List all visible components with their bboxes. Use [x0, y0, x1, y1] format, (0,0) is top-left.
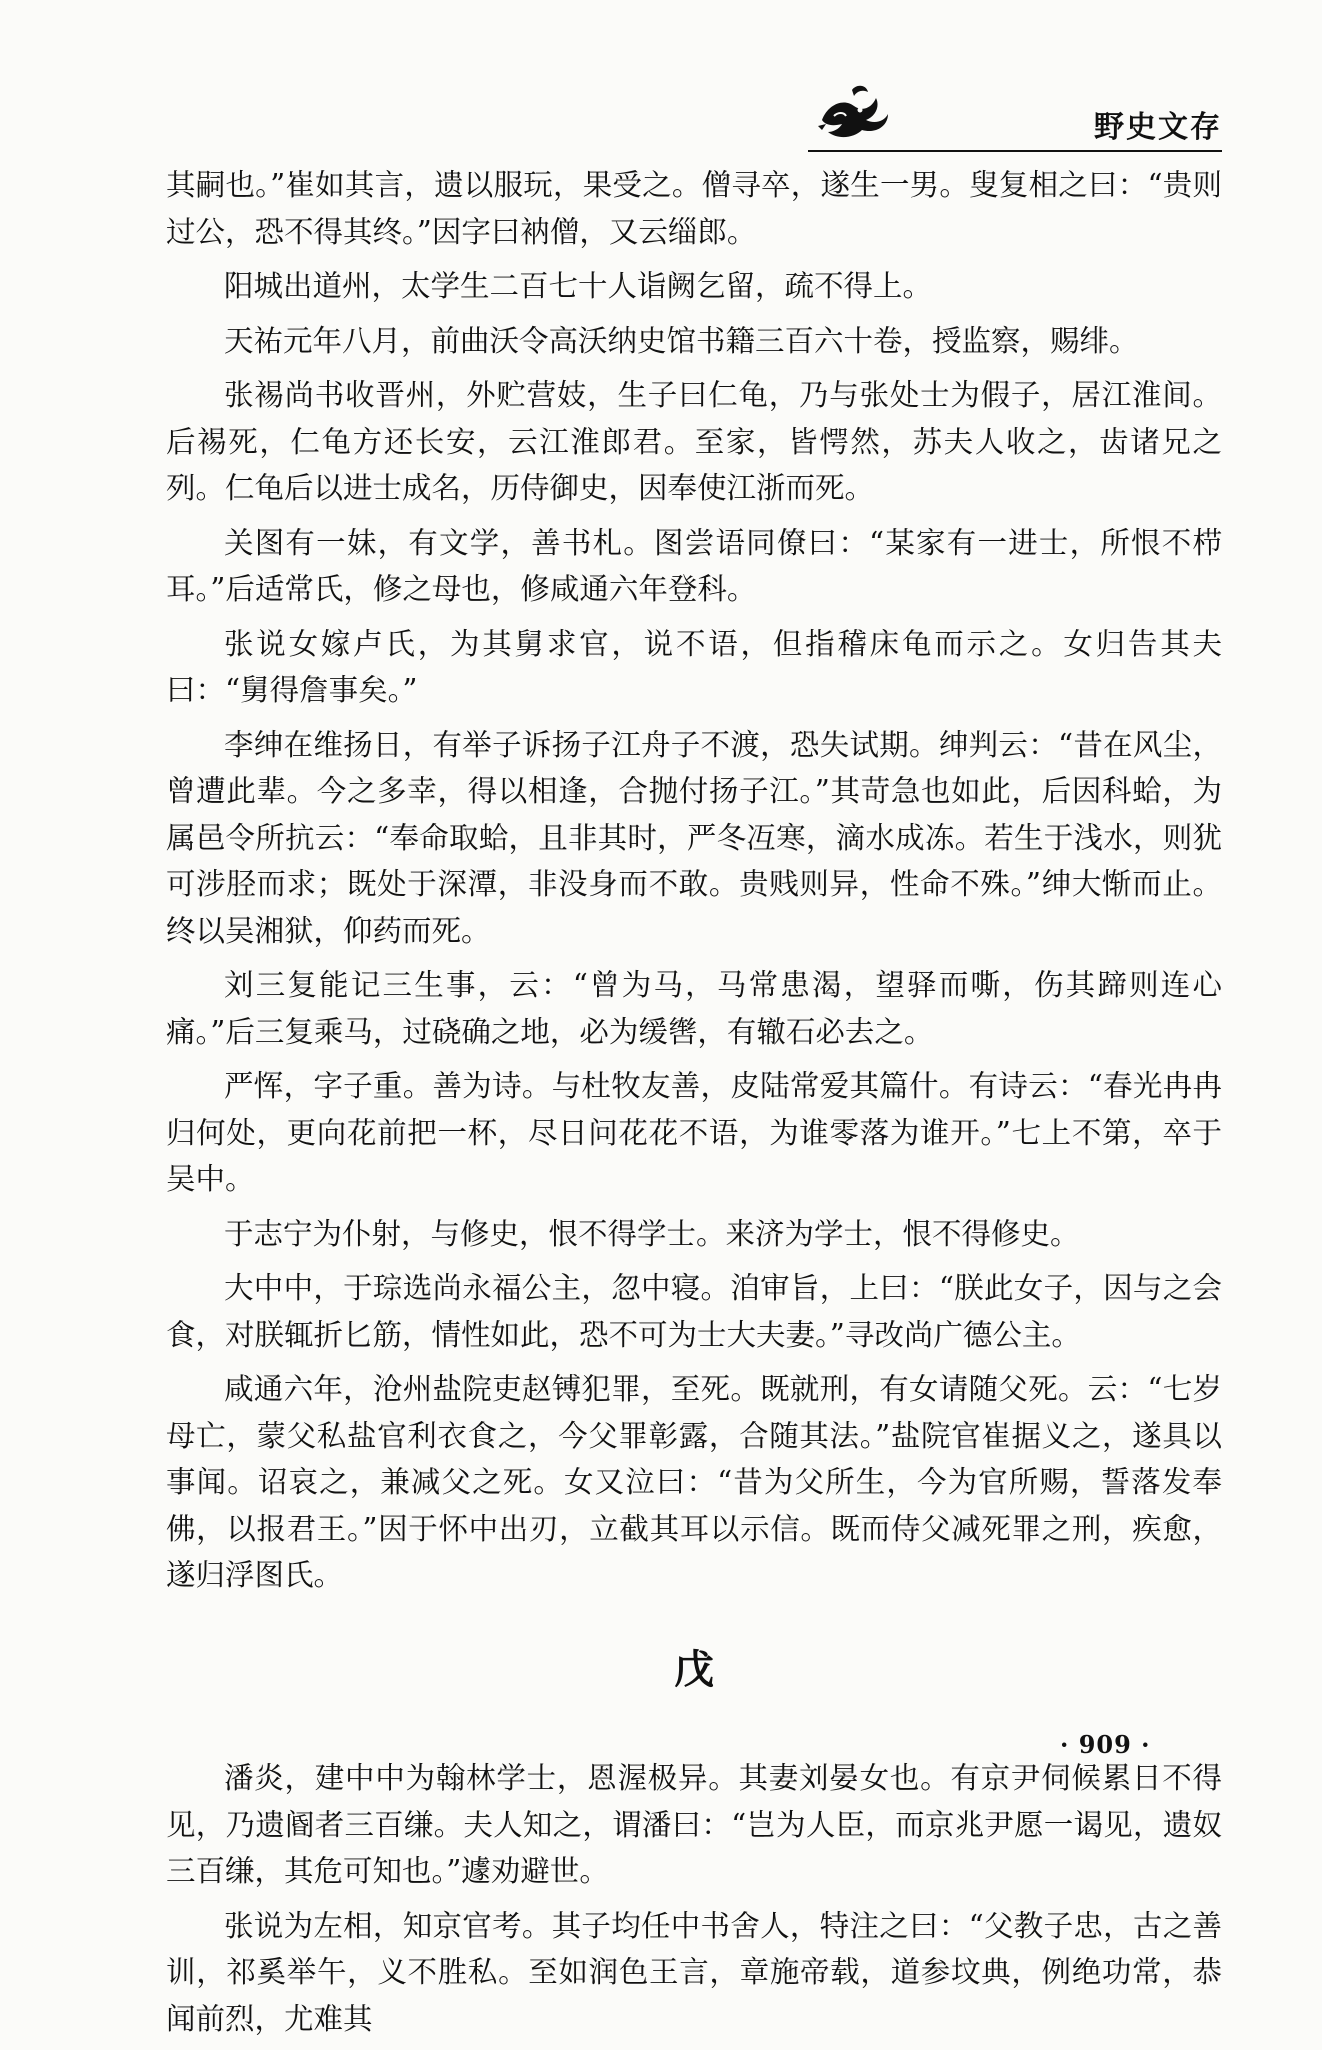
paragraph: 严恽，字子重。善为诗。与杜牧友善，皮陆常爱其篇什。有诗云：“春光冉冉归何处，更向花前把一杯，尽日问花花不语，为谁零落为谁开。”七上不第，卒于吴中。: [166, 1069, 1222, 1196]
header-title: 野史文存: [1094, 110, 1222, 145]
paragraph: 天祐元年八月，前曲沃令高沃纳史馆书籍三百六十卷，授监察，赐绯。: [224, 323, 1139, 358]
running-header: [808, 80, 1222, 154]
paragraph: 张裼尚书收晋州，外贮营妓，生子曰仁龟，乃与张处士为假子，居江淮间。后裼死，仁龟方还长安，云江淮郎君。至家，皆愕然，苏夫人收之，齿诸兄之列。仁龟后以进士成名，历侍御史，因奉使江浙而死。: [166, 378, 1222, 505]
paragraph: 于志宁为仆射，与修史，恨不得学士。来济为学士，恨不得修史。: [224, 1216, 1080, 1251]
paragraph: 其嗣也。”崔如其言，遗以服玩，果受之。僧寻卒，遂生一男。叟复相之曰：“贵则过公，恐不得其终。”因字曰衲僧，又云缁郎。: [166, 168, 1222, 249]
page-body: [166, 162, 1222, 2050]
dragon-emblem-icon: [814, 80, 892, 144]
paragraph: 刘三复能记三生事，云：“曾为马，马常患渴，望驿而嘶，伤其蹄则连心痛。”后三复乘马，过硗确之地，必为缓辔，有辙石必去之。: [166, 968, 1222, 1049]
paragraph: 阳城出道州，太学生二百七十人诣阙乞留，疏不得上。: [224, 269, 933, 303]
paragraph: 张说女嫁卢氏，为其舅求官，说不语，但指稽床龟而示之。女归告其夫曰：“舅得詹事矣。”: [166, 626, 1222, 707]
paragraph: 张说为左相，知京官考。其子均任中书舍人，特注之曰：“父教子忠，古之善训，祁奚举午，义不胜私。至如润色王言，章施帝载，道参坟典，例绝功常，恭闻前烈，尤难其: [166, 1908, 1222, 2036]
page-number: · 909 ·: [1060, 1730, 1151, 1759]
header-rule: [808, 150, 1222, 152]
paragraph: 潘炎，建中中为翰林学士，恩渥极异。其妻刘晏女也。有京尹伺候累日不得见，乃遗阍者三百缣。夫人知之，谓潘曰：“岂为人臣，而京兆尹愿一谒见，遗奴三百缣，其危可知也。”遽劝避世。: [166, 1761, 1222, 1888]
paragraph: 咸通六年，沧州盐院吏赵镈犯罪，至死。既就刑，有女请随父死。云：“七岁母亡，蒙父私盐官利衣食之，今父罪彰露，合随其法。”盐院官崔据义之，遂具以事闻。诏哀之，兼减父之死。女又泣曰：“昔为父所生，今为官所赐，誓落发奉佛，以报君王。”因于怀中出刃，立截其耳以示信。既而侍父减死罪之刑，疾愈，遂归浮图氏。: [166, 1372, 1222, 1592]
paragraph: 大中中，于琮选尚永福公主，忽中寝。洎审旨，上曰：“朕此女子，因与之会食，对朕辄折匕筋，情性如此，恐不可为士大夫妻。”寻改尚广德公主。: [166, 1271, 1222, 1352]
paragraph: 李绅在维扬日，有举子诉扬子江舟子不渡，恐失试期。绅判云：“昔在风尘，曾遭此辈。今之多幸，得以相逢，合抛付扬子江。”其苛急也如此，后因科蛤，为属邑令所抗云：“奉命取蛤，且非其时，严冬冱寒，滴水成冻。若生于浅水，则犹可涉胫而求；既处于深潭，非没身而不敢。贵贱则异，性命不殊。”绅大惭而止。终以吴湘狱，仰药而死。: [166, 727, 1222, 948]
section-title: 戊: [674, 1646, 714, 1693]
paragraph: 关图有一妹，有文学，善书札。图尝语同僚曰：“某家有一进士，所恨不栉耳。”后适常氏，修之母也，修咸通六年登科。: [166, 525, 1222, 606]
